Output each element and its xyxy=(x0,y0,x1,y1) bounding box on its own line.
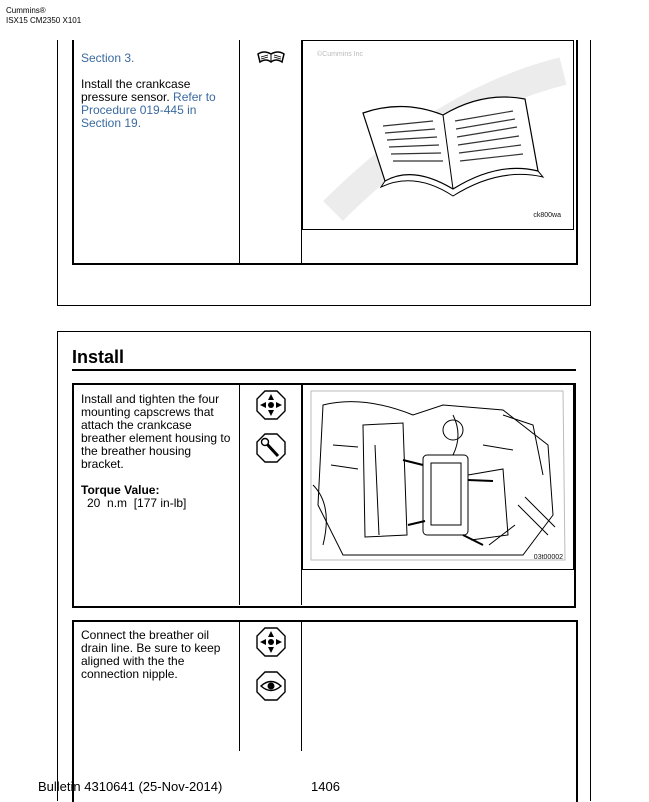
eye-inspect-icon xyxy=(256,671,286,701)
wrench-dial-icon xyxy=(256,627,286,657)
figure-code: ck800wa xyxy=(533,212,561,219)
step2-line-3: aligned with the the xyxy=(81,654,185,668)
install-title-rule xyxy=(72,369,576,371)
section-ref-link[interactable]: Section 3. xyxy=(81,51,135,65)
install-title: Install xyxy=(72,347,125,367)
top-step-instruction: Install the crankcase pressure sensor. xyxy=(81,77,191,104)
top-step-text xyxy=(81,52,236,130)
step1-figure-code: 03t00002 xyxy=(533,554,563,561)
step2-line-2: drain line. Be sure to keep xyxy=(81,641,221,655)
step2-col-divider-2 xyxy=(301,621,302,751)
header-brand: Cummins® xyxy=(6,6,46,15)
procedure-link-2[interactable]: Procedure 019-445 in xyxy=(81,103,197,117)
figure-watermark: ©Cummins Inc xyxy=(317,51,363,58)
step2-text xyxy=(81,629,239,681)
manual-book-illustration xyxy=(303,41,573,229)
step1-figure xyxy=(302,384,574,570)
torque-value: 20 n.m [177 in-lb] xyxy=(87,496,187,510)
header-model: ISX15 CM2350 X101 xyxy=(6,16,82,25)
step1-text xyxy=(81,393,239,510)
torque-wrench-icon xyxy=(256,433,286,463)
footer-bulletin: Bulletin 4310641 (25-Nov-2014) xyxy=(38,779,223,794)
torque-label: Torque Value: xyxy=(81,483,160,497)
step1-line-3: attach the crankcase xyxy=(81,418,192,432)
footer-page-number: 1406 xyxy=(311,779,340,794)
step1-col-divider-1 xyxy=(239,384,240,605)
top-figure xyxy=(302,40,574,230)
step2-line-4: connection nipple. xyxy=(81,667,178,681)
procedure-link-3[interactable]: Section 19. xyxy=(81,116,142,130)
step1-line-5: the breather housing xyxy=(81,444,192,458)
step1-line-2: mounting capscrews that xyxy=(81,405,214,419)
procedure-link-1[interactable]: Refer to xyxy=(173,90,216,104)
top-col-divider-1 xyxy=(239,40,240,265)
step2-line-1: Connect the breather oil xyxy=(81,628,210,642)
open-book-icon xyxy=(256,48,286,66)
step1-line-6: bracket. xyxy=(81,457,124,471)
step2-col-divider-1 xyxy=(239,621,240,751)
step1-line-1: Install and tighten the four xyxy=(81,392,220,406)
wrench-dial-icon xyxy=(256,390,286,420)
breather-housing-illustration xyxy=(303,385,573,569)
step1-line-4: breather element housing to xyxy=(81,431,231,445)
